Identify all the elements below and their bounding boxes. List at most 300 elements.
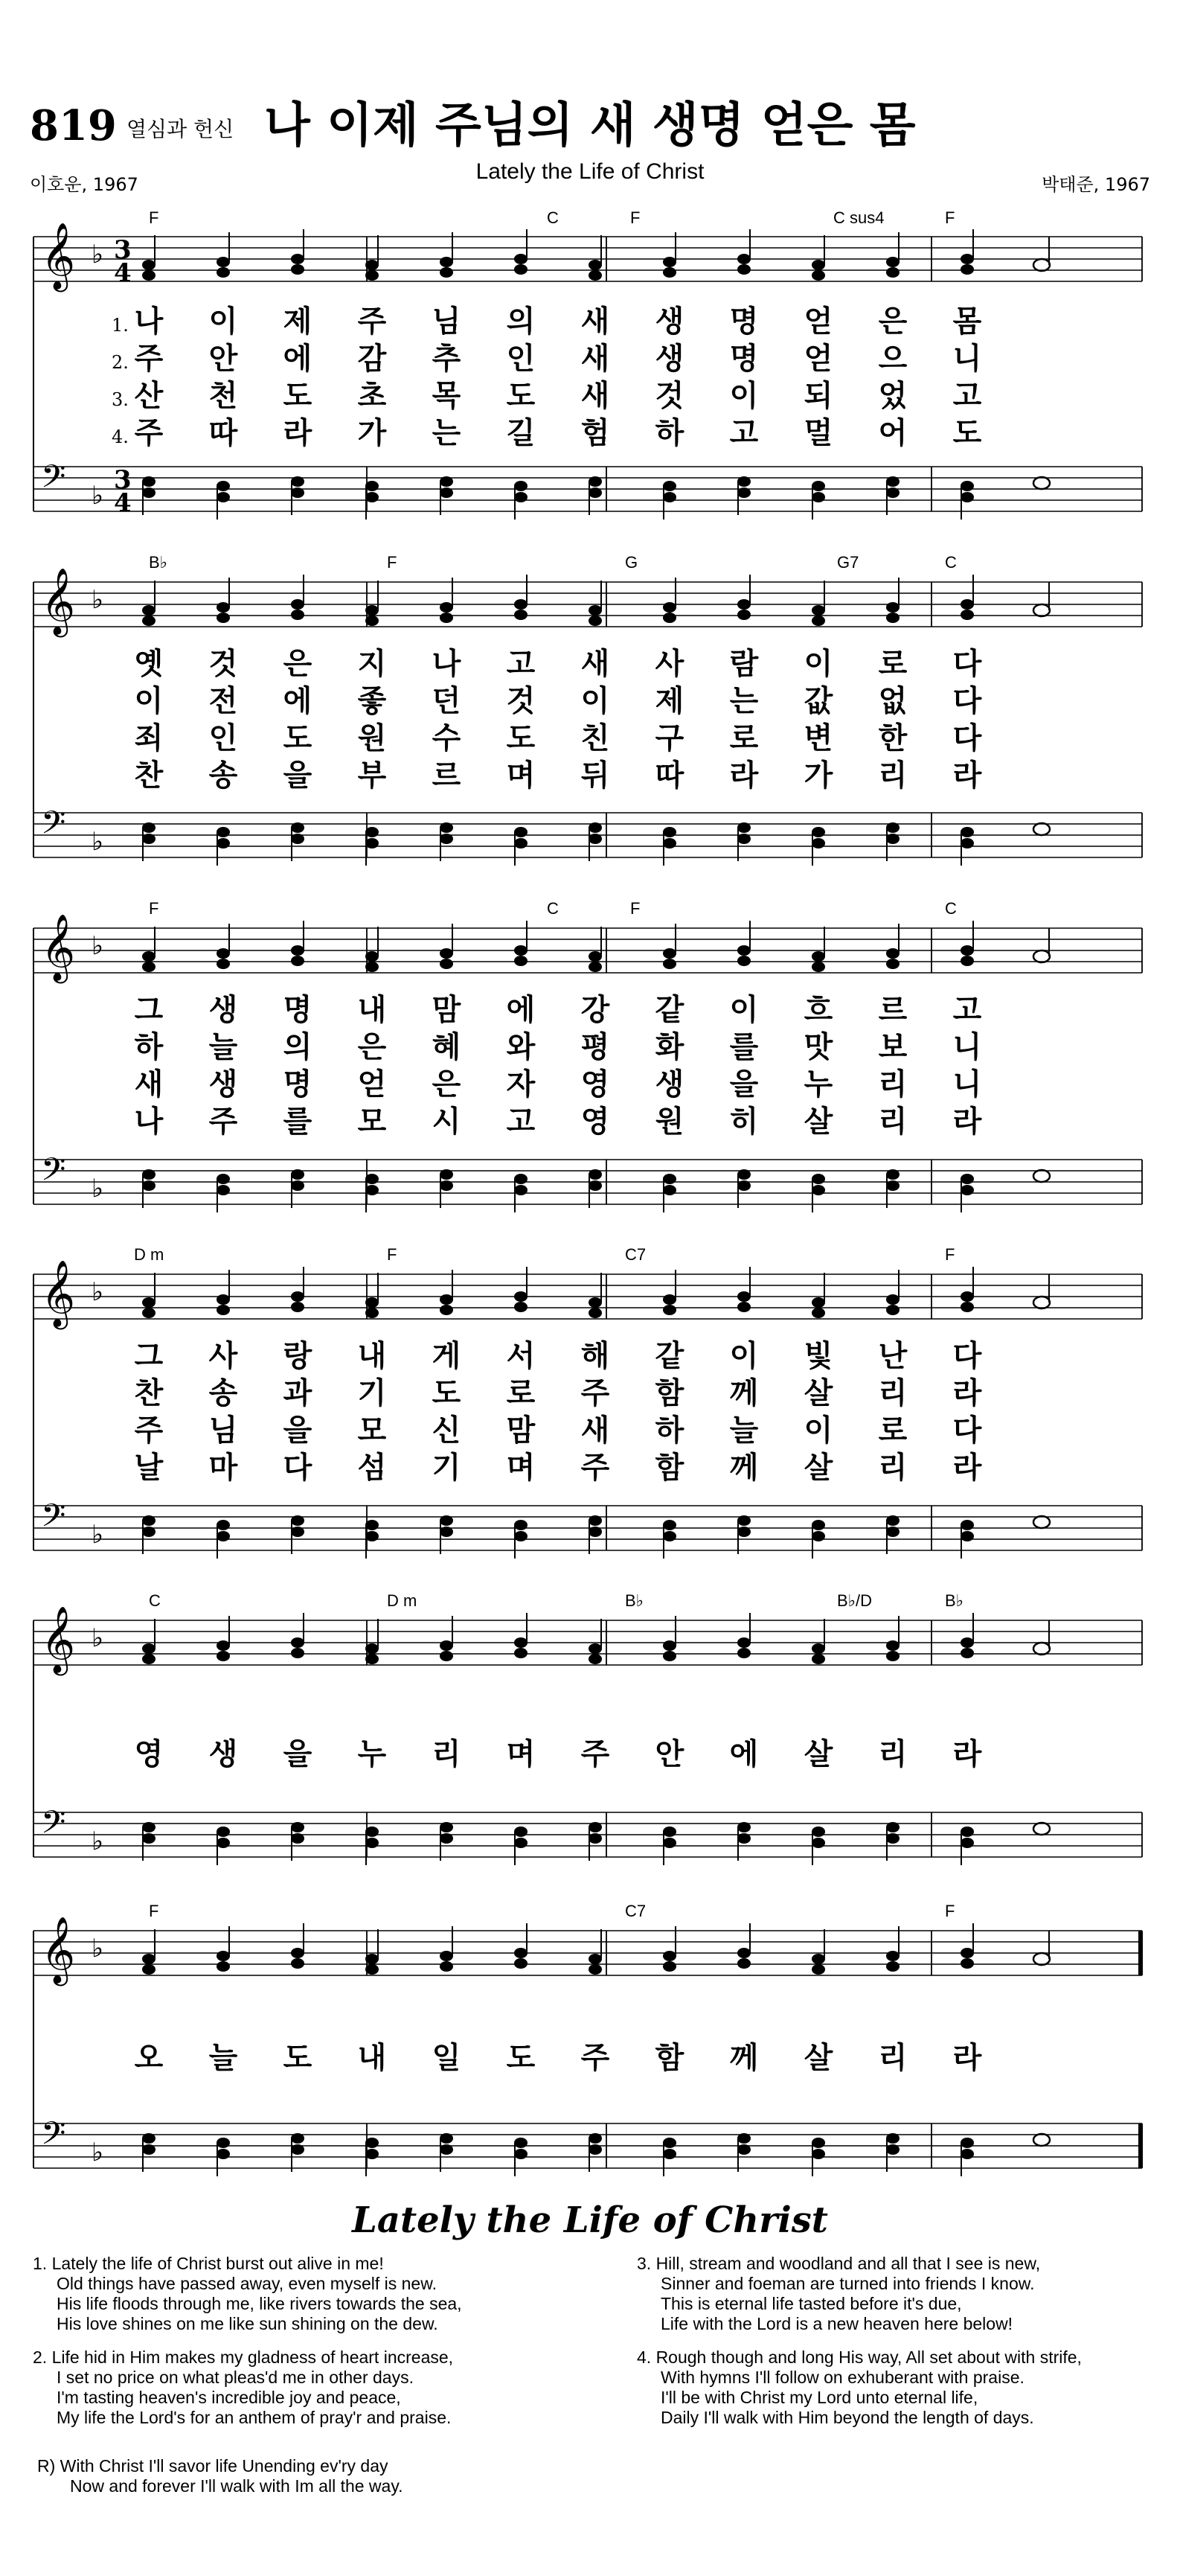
music-system	[33, 1591, 1142, 1865]
treble-notehead	[365, 616, 379, 626]
chord-symbol: F	[149, 899, 159, 918]
half-notehead	[1033, 1953, 1050, 1965]
lyric-syllable: 생	[655, 342, 684, 376]
lyric-syllable: 영	[580, 1067, 610, 1102]
treble-notehead	[291, 599, 304, 610]
treble-notehead	[142, 1308, 155, 1318]
bass-notehead	[440, 1180, 453, 1191]
bass-notehead	[217, 1520, 230, 1530]
bass-notehead	[514, 1185, 528, 1195]
lyric-syllable: 라	[283, 416, 312, 450]
lyric-syllable: 새	[134, 1067, 164, 1102]
lyric-syllable: 주	[357, 304, 387, 339]
bass-notehead	[886, 1169, 900, 1180]
lyric-syllable: 서	[506, 1339, 536, 1373]
lyric-syllable: 초	[357, 379, 387, 413]
lyric-syllable: 내	[357, 993, 387, 1027]
lyric-syllable: 리	[878, 2041, 908, 2075]
lyric-syllable: 일	[432, 2041, 461, 2075]
bass-notehead	[663, 2149, 676, 2159]
lyric-syllable: 전	[208, 684, 238, 718]
lyric-syllable: 은	[283, 647, 312, 681]
lyric-syllable: 한	[878, 721, 908, 755]
chord-symbol: B♭	[945, 1591, 964, 1610]
lyric-syllable: 같	[655, 1339, 684, 1373]
lyric-syllable: 자	[506, 1067, 536, 1102]
lyric-syllable: 새	[580, 342, 610, 376]
lyric-syllable: 로	[729, 721, 759, 755]
treble-notehead	[440, 1651, 453, 1661]
lyric-syllable: 누	[357, 1737, 387, 1771]
treble-clef-icon: 𝄞	[41, 1606, 76, 1673]
music-system	[33, 553, 1142, 866]
lyric-syllable: 시	[432, 1105, 461, 1139]
treble-notehead	[589, 1308, 602, 1318]
bass-staff	[33, 1498, 1142, 1550]
treble-notehead	[961, 254, 974, 264]
bass-notehead	[142, 2144, 155, 2155]
refrain-line: R) With Christ I'll savor life Unending ev'ry day	[37, 2456, 388, 2476]
lyric-syllable: 없	[878, 684, 908, 718]
bass-notehead	[142, 1169, 155, 1180]
lyric-syllable: 살	[804, 2041, 833, 2075]
bass-notehead	[142, 476, 155, 487]
treble-notehead	[142, 951, 155, 962]
composer: 박태준, 1967	[1042, 174, 1150, 195]
treble-notehead	[514, 1302, 528, 1312]
lyric-syllable: 니	[952, 342, 982, 376]
lyric-syllable: 명	[283, 1067, 312, 1102]
chord-symbol: C	[547, 208, 559, 227]
bass-notehead	[737, 1169, 751, 1180]
lyric-syllable: 고	[506, 647, 536, 681]
treble-notehead	[291, 254, 304, 264]
bass-notehead	[812, 1838, 825, 1848]
treble-notehead	[812, 260, 825, 270]
bass-notehead	[589, 1822, 602, 1832]
treble-notehead	[737, 1291, 751, 1302]
treble-notehead	[365, 1308, 379, 1318]
treble-notehead	[291, 1648, 304, 1658]
lyric-syllable: 도	[506, 379, 536, 413]
bass-notehead	[514, 1520, 528, 1530]
treble-notehead	[961, 1637, 974, 1648]
lyric-syllable: 을	[283, 1737, 312, 1771]
lyric-syllable: 로	[878, 1413, 908, 1448]
bass-notehead	[514, 2149, 528, 2159]
treble-notehead	[217, 1305, 230, 1315]
lyric-syllable: 얻	[357, 1067, 387, 1102]
treble-notehead	[217, 1294, 230, 1305]
lyric-syllable: 도	[283, 2041, 312, 2075]
bass-notehead	[886, 1527, 900, 1537]
treble-notehead	[737, 945, 751, 956]
treble-notehead	[589, 1964, 602, 1975]
bass-notehead	[514, 2138, 528, 2148]
lyric-syllable: 기	[357, 1376, 387, 1410]
bass-notehead	[886, 1822, 900, 1832]
lyric-syllable: 생	[655, 304, 684, 339]
half-notehead	[1033, 823, 1050, 835]
bass-notehead	[365, 1174, 379, 1184]
half-notehead	[1033, 1516, 1050, 1528]
treble-notehead	[365, 1954, 379, 1964]
treble-notehead	[886, 959, 900, 969]
bass-notehead	[217, 2149, 230, 2159]
bass-notehead	[589, 1180, 602, 1191]
treble-notehead	[142, 962, 155, 972]
lyric-syllable: 주	[134, 342, 164, 376]
lyric-syllable: 나	[134, 304, 164, 339]
treble-notehead	[217, 613, 230, 623]
music-system	[33, 208, 1142, 520]
english-verse-1	[33, 2254, 462, 2334]
bass-notehead	[440, 488, 453, 498]
treble-notehead	[886, 1305, 900, 1315]
bass-staff	[33, 1804, 1142, 1857]
half-notehead	[1033, 1170, 1050, 1182]
treble-notehead	[663, 1961, 676, 1972]
treble-notehead	[812, 1643, 825, 1654]
flat-key-signature-icon: ♭	[92, 585, 104, 615]
lyric-syllable: 고	[506, 1105, 536, 1139]
treble-notehead	[142, 1964, 155, 1975]
bass-notehead	[663, 838, 676, 848]
lyric-syllable: 에	[283, 342, 312, 376]
lyric-syllable: 살	[804, 1376, 833, 1410]
bass-notehead	[514, 1531, 528, 1541]
treble-notehead	[589, 1297, 602, 1308]
treble-notehead	[217, 1651, 230, 1661]
lyric-syllable: 께	[729, 1376, 759, 1410]
verse-line: This is eternal life tasted before it's due,	[661, 2294, 962, 2313]
treble-notehead	[217, 1951, 230, 1961]
bass-notehead	[961, 838, 974, 848]
treble-notehead	[291, 956, 304, 966]
treble-notehead	[589, 605, 602, 616]
lyric-syllable: 내	[357, 2041, 387, 2075]
treble-notehead	[514, 945, 528, 956]
flat-key-signature-icon: ♭	[92, 1520, 104, 1550]
bass-notehead	[663, 1174, 676, 1184]
treble-notehead	[961, 599, 974, 610]
bass-notehead	[365, 1520, 379, 1530]
hymn-category: 열심과 헌신	[126, 117, 234, 141]
bass-notehead	[961, 1531, 974, 1541]
lyric-syllable: 라	[952, 1105, 982, 1139]
treble-notehead	[589, 616, 602, 626]
lyric-syllable: 과	[283, 1376, 312, 1410]
bass-notehead	[812, 481, 825, 491]
bass-notehead	[365, 2138, 379, 2148]
lyric-syllable: 주	[134, 1413, 164, 1448]
lyric-syllable: 던	[432, 684, 461, 718]
treble-notehead	[217, 959, 230, 969]
bass-clef-icon: 𝄢	[41, 2115, 66, 2160]
treble-notehead	[291, 1291, 304, 1302]
chord-symbol: G7	[837, 553, 859, 572]
lyric-syllable: 며	[506, 1451, 536, 1485]
bass-notehead	[291, 834, 304, 844]
treble-notehead	[514, 1648, 528, 1658]
hymn-number: 819	[30, 101, 117, 150]
treble-notehead	[737, 254, 751, 264]
lyric-syllable: 그	[134, 1339, 164, 1373]
lyric-syllable: 송	[208, 758, 238, 793]
bass-notehead	[365, 1531, 379, 1541]
lyric-syllable: 새	[580, 379, 610, 413]
treble-staff	[33, 1260, 1142, 1330]
lyric-syllable: 라	[952, 1376, 982, 1410]
lyric-syllable: 이	[804, 647, 833, 681]
lyric-syllable: 화	[655, 1030, 684, 1064]
bass-notehead	[961, 1174, 974, 1184]
verse-line: 1. Lately the life of Christ burst out alive in me!	[33, 2254, 384, 2273]
treble-notehead	[365, 1964, 379, 1975]
lyric-syllable: 값	[804, 684, 833, 718]
bass-notehead	[812, 1520, 825, 1530]
half-notehead	[1033, 950, 1050, 962]
bass-notehead	[291, 1180, 304, 1191]
lyric-syllable: 마	[208, 1451, 238, 1485]
flat-key-signature-icon: ♭	[92, 931, 104, 961]
bass-notehead	[886, 822, 900, 833]
lyric-syllable: 고	[952, 379, 982, 413]
lyric-syllable: 혜	[432, 1030, 461, 1064]
lyric-syllable: 함	[655, 1376, 684, 1410]
bass-notehead	[663, 827, 676, 837]
lyric-syllable: 리	[878, 1105, 908, 1139]
treble-notehead	[886, 257, 900, 267]
lyric-syllable: 주	[208, 1105, 238, 1139]
lyric-syllable: 송	[208, 1376, 238, 1410]
hymn-title-english: Lately the Life of Christ	[475, 159, 705, 184]
treble-notehead	[812, 962, 825, 972]
bass-notehead	[514, 827, 528, 837]
lyric-syllable: 원	[655, 1105, 684, 1139]
time-signature-bottom: 4	[114, 488, 132, 518]
lyric-syllable: 다	[952, 647, 982, 681]
chord-symbol: F	[387, 553, 397, 572]
lyric-syllable: 살	[804, 1737, 833, 1771]
bass-notehead	[961, 1520, 974, 1530]
treble-notehead	[217, 1640, 230, 1651]
verse-line: 3. Hill, stream and woodland and all that I see is new,	[637, 2254, 1041, 2273]
chord-symbol: F	[945, 208, 955, 227]
treble-notehead	[291, 264, 304, 275]
verse-line: His love shines on me like sun shining on the dew.	[57, 2314, 438, 2333]
lyric-syllable: 도	[506, 2041, 536, 2075]
lyric-syllable: 르	[432, 758, 461, 793]
treble-notehead	[440, 267, 453, 278]
treble-notehead	[514, 1948, 528, 1958]
bass-notehead	[291, 2133, 304, 2144]
bass-notehead	[291, 1515, 304, 1526]
treble-notehead	[440, 1294, 453, 1305]
lyric-syllable: 라	[952, 1737, 982, 1771]
treble-notehead	[737, 264, 751, 275]
treble-notehead	[737, 610, 751, 620]
lyric-syllable: 나	[134, 1105, 164, 1139]
treble-notehead	[663, 267, 676, 278]
lyric-syllable: 인	[506, 342, 536, 376]
treble-clef-icon: 𝄞	[41, 223, 76, 290]
lyric-syllable: 영	[580, 1105, 610, 1139]
chord-symbol: C	[149, 1591, 161, 1610]
lyric-syllable: 을	[283, 758, 312, 793]
lyric-syllable: 섬	[357, 1451, 387, 1485]
treble-notehead	[737, 1302, 751, 1312]
bass-notehead	[291, 476, 304, 487]
treble-notehead	[365, 1654, 379, 1664]
time-signature-top: 3	[114, 465, 132, 495]
final-barline	[1138, 1931, 1143, 1975]
treble-notehead	[812, 1297, 825, 1308]
treble-notehead	[812, 616, 825, 626]
lyric-syllable: 함	[655, 2041, 684, 2075]
treble-notehead	[514, 1291, 528, 1302]
treble-notehead	[440, 613, 453, 623]
bass-notehead	[142, 1515, 155, 1526]
bass-clef-icon: 𝄢	[41, 1804, 66, 1849]
verse-line: Daily I'll walk with Him beyond the length of days.	[661, 2408, 1034, 2427]
lyric-syllable: 목	[432, 379, 461, 413]
bass-notehead	[440, 1833, 453, 1844]
bass-notehead	[291, 1527, 304, 1537]
lyric-syllable: 지	[357, 647, 387, 681]
lyric-syllable: 에	[283, 684, 312, 718]
bass-notehead	[663, 492, 676, 502]
treble-notehead	[440, 948, 453, 959]
bass-notehead	[217, 1826, 230, 1837]
lyric-syllable: 늘	[208, 2041, 238, 2075]
treble-notehead	[142, 260, 155, 270]
bass-notehead	[737, 1822, 751, 1832]
lyric-syllable: 뒤	[580, 758, 610, 793]
bass-notehead	[142, 1527, 155, 1537]
treble-notehead	[737, 1637, 751, 1648]
lyric-syllable: 모	[357, 1413, 387, 1448]
bass-notehead	[589, 488, 602, 498]
bass-notehead	[663, 1826, 676, 1837]
lyric-syllable: 며	[506, 758, 536, 793]
lyric-syllable: 같	[655, 993, 684, 1027]
lyric-syllable: 늘	[208, 1030, 238, 1064]
bass-notehead	[589, 1833, 602, 1844]
treble-notehead	[812, 951, 825, 962]
lyric-syllable: 흐	[804, 993, 833, 1027]
lyric-syllable: 명	[283, 993, 312, 1027]
lyric-syllable: 멀	[804, 416, 833, 450]
lyric-syllable: 라	[952, 758, 982, 793]
lyric-syllable: 께	[729, 1451, 759, 1485]
english-verse-4	[637, 2348, 1082, 2428]
lyric-syllable: 맛	[804, 1030, 833, 1064]
lyric-syllable: 님	[432, 304, 461, 339]
treble-notehead	[812, 1964, 825, 1975]
lyric-syllable: 니	[952, 1030, 982, 1064]
bass-notehead	[812, 1174, 825, 1184]
bass-notehead	[663, 1531, 676, 1541]
verse-line: Life with the Lord is a new heaven here below!	[661, 2314, 1013, 2333]
treble-notehead	[514, 956, 528, 966]
treble-notehead	[291, 610, 304, 620]
bass-notehead	[142, 1833, 155, 1844]
chord-symbol: G	[625, 553, 638, 572]
chord-symbol: B♭/D	[837, 1591, 873, 1610]
treble-notehead	[217, 602, 230, 613]
treble-notehead	[737, 599, 751, 610]
chord-symbol: F	[387, 1245, 397, 1264]
treble-notehead	[142, 616, 155, 626]
english-verse-2	[33, 2348, 453, 2428]
flat-key-signature-icon: ♭	[92, 1277, 104, 1307]
time-signature-top: 3	[114, 235, 132, 265]
bass-notehead	[663, 1520, 676, 1530]
bass-notehead	[589, 2144, 602, 2155]
bass-notehead	[217, 481, 230, 491]
lyric-syllable: 맘	[432, 993, 461, 1027]
lyric-syllable: 몸	[952, 304, 982, 339]
bass-notehead	[514, 481, 528, 491]
bass-notehead	[886, 834, 900, 844]
half-notehead	[1033, 604, 1050, 616]
lyric-syllable: 함	[655, 1451, 684, 1485]
refrain-line: Now and forever I'll walk with Im all the way.	[70, 2476, 403, 2496]
lyric-syllable: 원	[357, 721, 387, 755]
lyric-syllable: 누	[804, 1067, 833, 1102]
lyric-syllable: 고	[952, 993, 982, 1027]
lyric-syllable: 도	[952, 416, 982, 450]
treble-staff	[33, 914, 1142, 984]
bass-notehead	[961, 2138, 974, 2148]
treble-notehead	[365, 1297, 379, 1308]
bass-notehead	[291, 1833, 304, 1844]
treble-notehead	[812, 1654, 825, 1664]
bass-notehead	[812, 492, 825, 502]
treble-notehead	[514, 1637, 528, 1648]
treble-notehead	[961, 1958, 974, 1969]
lyric-syllable: 리	[878, 758, 908, 793]
bass-notehead	[142, 1822, 155, 1832]
lyric-syllable: 변	[804, 721, 833, 755]
bass-notehead	[291, 1822, 304, 1832]
treble-notehead	[142, 1654, 155, 1664]
bass-notehead	[440, 1527, 453, 1537]
lyric-syllable: 좋	[357, 684, 387, 718]
bass-notehead	[961, 827, 974, 837]
lyric-syllable: 라	[952, 2041, 982, 2075]
lyric-syllable: 따	[208, 416, 238, 450]
lyric-syllable: 그	[134, 993, 164, 1027]
lyric-syllable: 맘	[506, 1413, 536, 1448]
flat-key-signature-icon: ♭	[92, 1934, 104, 1963]
half-notehead	[1033, 477, 1050, 489]
bass-notehead	[737, 476, 751, 487]
treble-notehead	[886, 948, 900, 959]
lyric-syllable: 다	[283, 1451, 312, 1485]
treble-notehead	[961, 610, 974, 620]
lyric-syllable: 주	[580, 1737, 610, 1771]
treble-notehead	[589, 962, 602, 972]
lyric-syllable: 인	[208, 721, 238, 755]
lyric-syllable: 사	[208, 1339, 238, 1373]
bass-notehead	[589, 822, 602, 833]
lyric-syllable: 님	[208, 1413, 238, 1448]
bass-notehead	[217, 1185, 230, 1195]
treble-notehead	[737, 956, 751, 966]
lyric-syllable: 친	[580, 721, 610, 755]
